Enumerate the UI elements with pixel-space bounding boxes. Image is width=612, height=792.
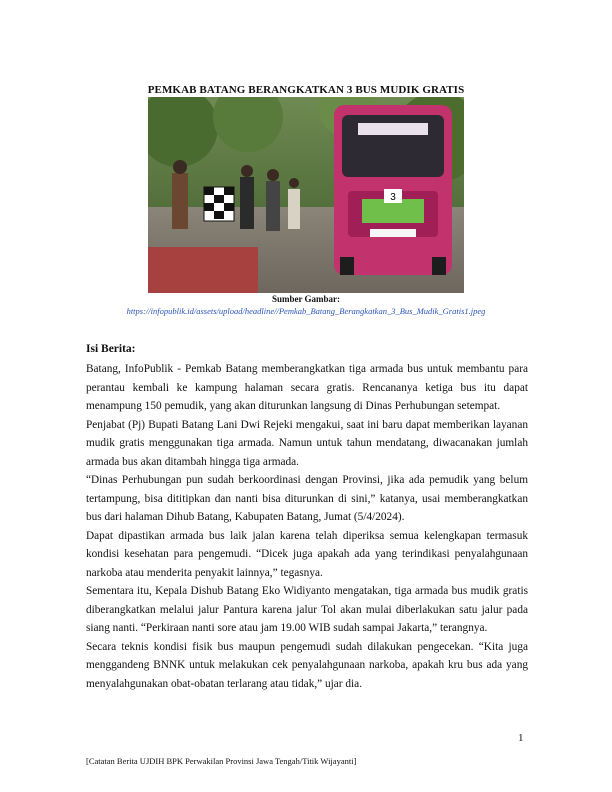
page-title: PEMKAB BATANG BERANGKATKAN 3 BUS MUDIK GRATIS — [147, 84, 465, 96]
article-paragraph: Sementara itu, Kepala Dishub Batang Eko Widiyanto mengatakan, tiga armada bus mudik gratis diberangkatkan melalui jalur Pantura karena jalur Tol akan mulai diberlakukan satu jalur pada siang nanti. “Perkiraan nanti sore atau jam 19.00 WIB sudah sampai Jakarta,” terangnya. — [86, 585, 528, 634]
footer-note: [Catatan Berita UJDIH BPK Perwakilan Provinsi Jawa Tengah/Titik Wijayanti] — [86, 756, 357, 766]
article-body — [86, 360, 528, 693]
section-heading: Isi Berita: — [86, 343, 136, 355]
article-paragraph: Penjabat (Pj) Bupati Batang Lani Dwi Rejeki mengakui, saat ini baru dapat memberikan layanan mudik gratis menggunakan tiga armada. Namun untuk tahun mendatang, diwacanakan jumlah armada bus akan ditambah hingga tiga armada. — [86, 418, 528, 468]
article-paragraph: Secara teknis kondisi fisik bus maupun pengemudi sudah dilakukan pengecekan. “Kita juga menggandeng BNNK untuk melakukan cek penyalahgunaan narkoba, apakah kru bus ada yang menyalahgunakan obat-obatan terlarang atau tidak,” ujar dia. — [86, 640, 528, 690]
red-stage-platform — [148, 247, 258, 293]
image-source-link[interactable]: https://infopublik.id/assets/upload/headline//Pemkab_Batang_Berangkatkan_3_Bus_Mudik_Gratis1.jpeg — [126, 306, 486, 316]
image-source-label: Sumber Gambar: — [271, 294, 341, 304]
news-photo — [148, 97, 464, 293]
license-plate — [370, 229, 416, 237]
article-paragraph: Dapat dipastikan armada bus laik jalan karena telah diperiksa semua kelengkapan termasuk kondisi kesehatan para pengemudi. “Dicek juga apakah ada yang terindikasi penyalahgunaan narkoba atau menderita penyakit lainnya,” tegasnya. — [86, 529, 528, 579]
page-number: 1 — [518, 732, 524, 744]
bus — [334, 105, 452, 275]
article-paragraph: Batang, InfoPublik - Pemkab Batang memberangkatkan tiga armada bus untuk membantu para perantau kembali ke kampung halaman secara gratis. Rencananya ketiga bus itu dapat menampung 150 pemudik, yang akan diturunkan langsung di Dinas Perhubungan setempat. — [86, 363, 528, 412]
route-number-text: 3 — [390, 192, 396, 203]
article-paragraph: “Dinas Perhubungan pun sudah berkoordinasi dengan Provinsi, jika ada pemudik yang belum tertampung, bisa dititipkan dan nanti bisa diturunkan di sini,” katanya, usai memberangkatkan bus dari halaman Dihub Batang, Kabupaten Batang, Jumat (5/4/2024). — [86, 474, 528, 523]
